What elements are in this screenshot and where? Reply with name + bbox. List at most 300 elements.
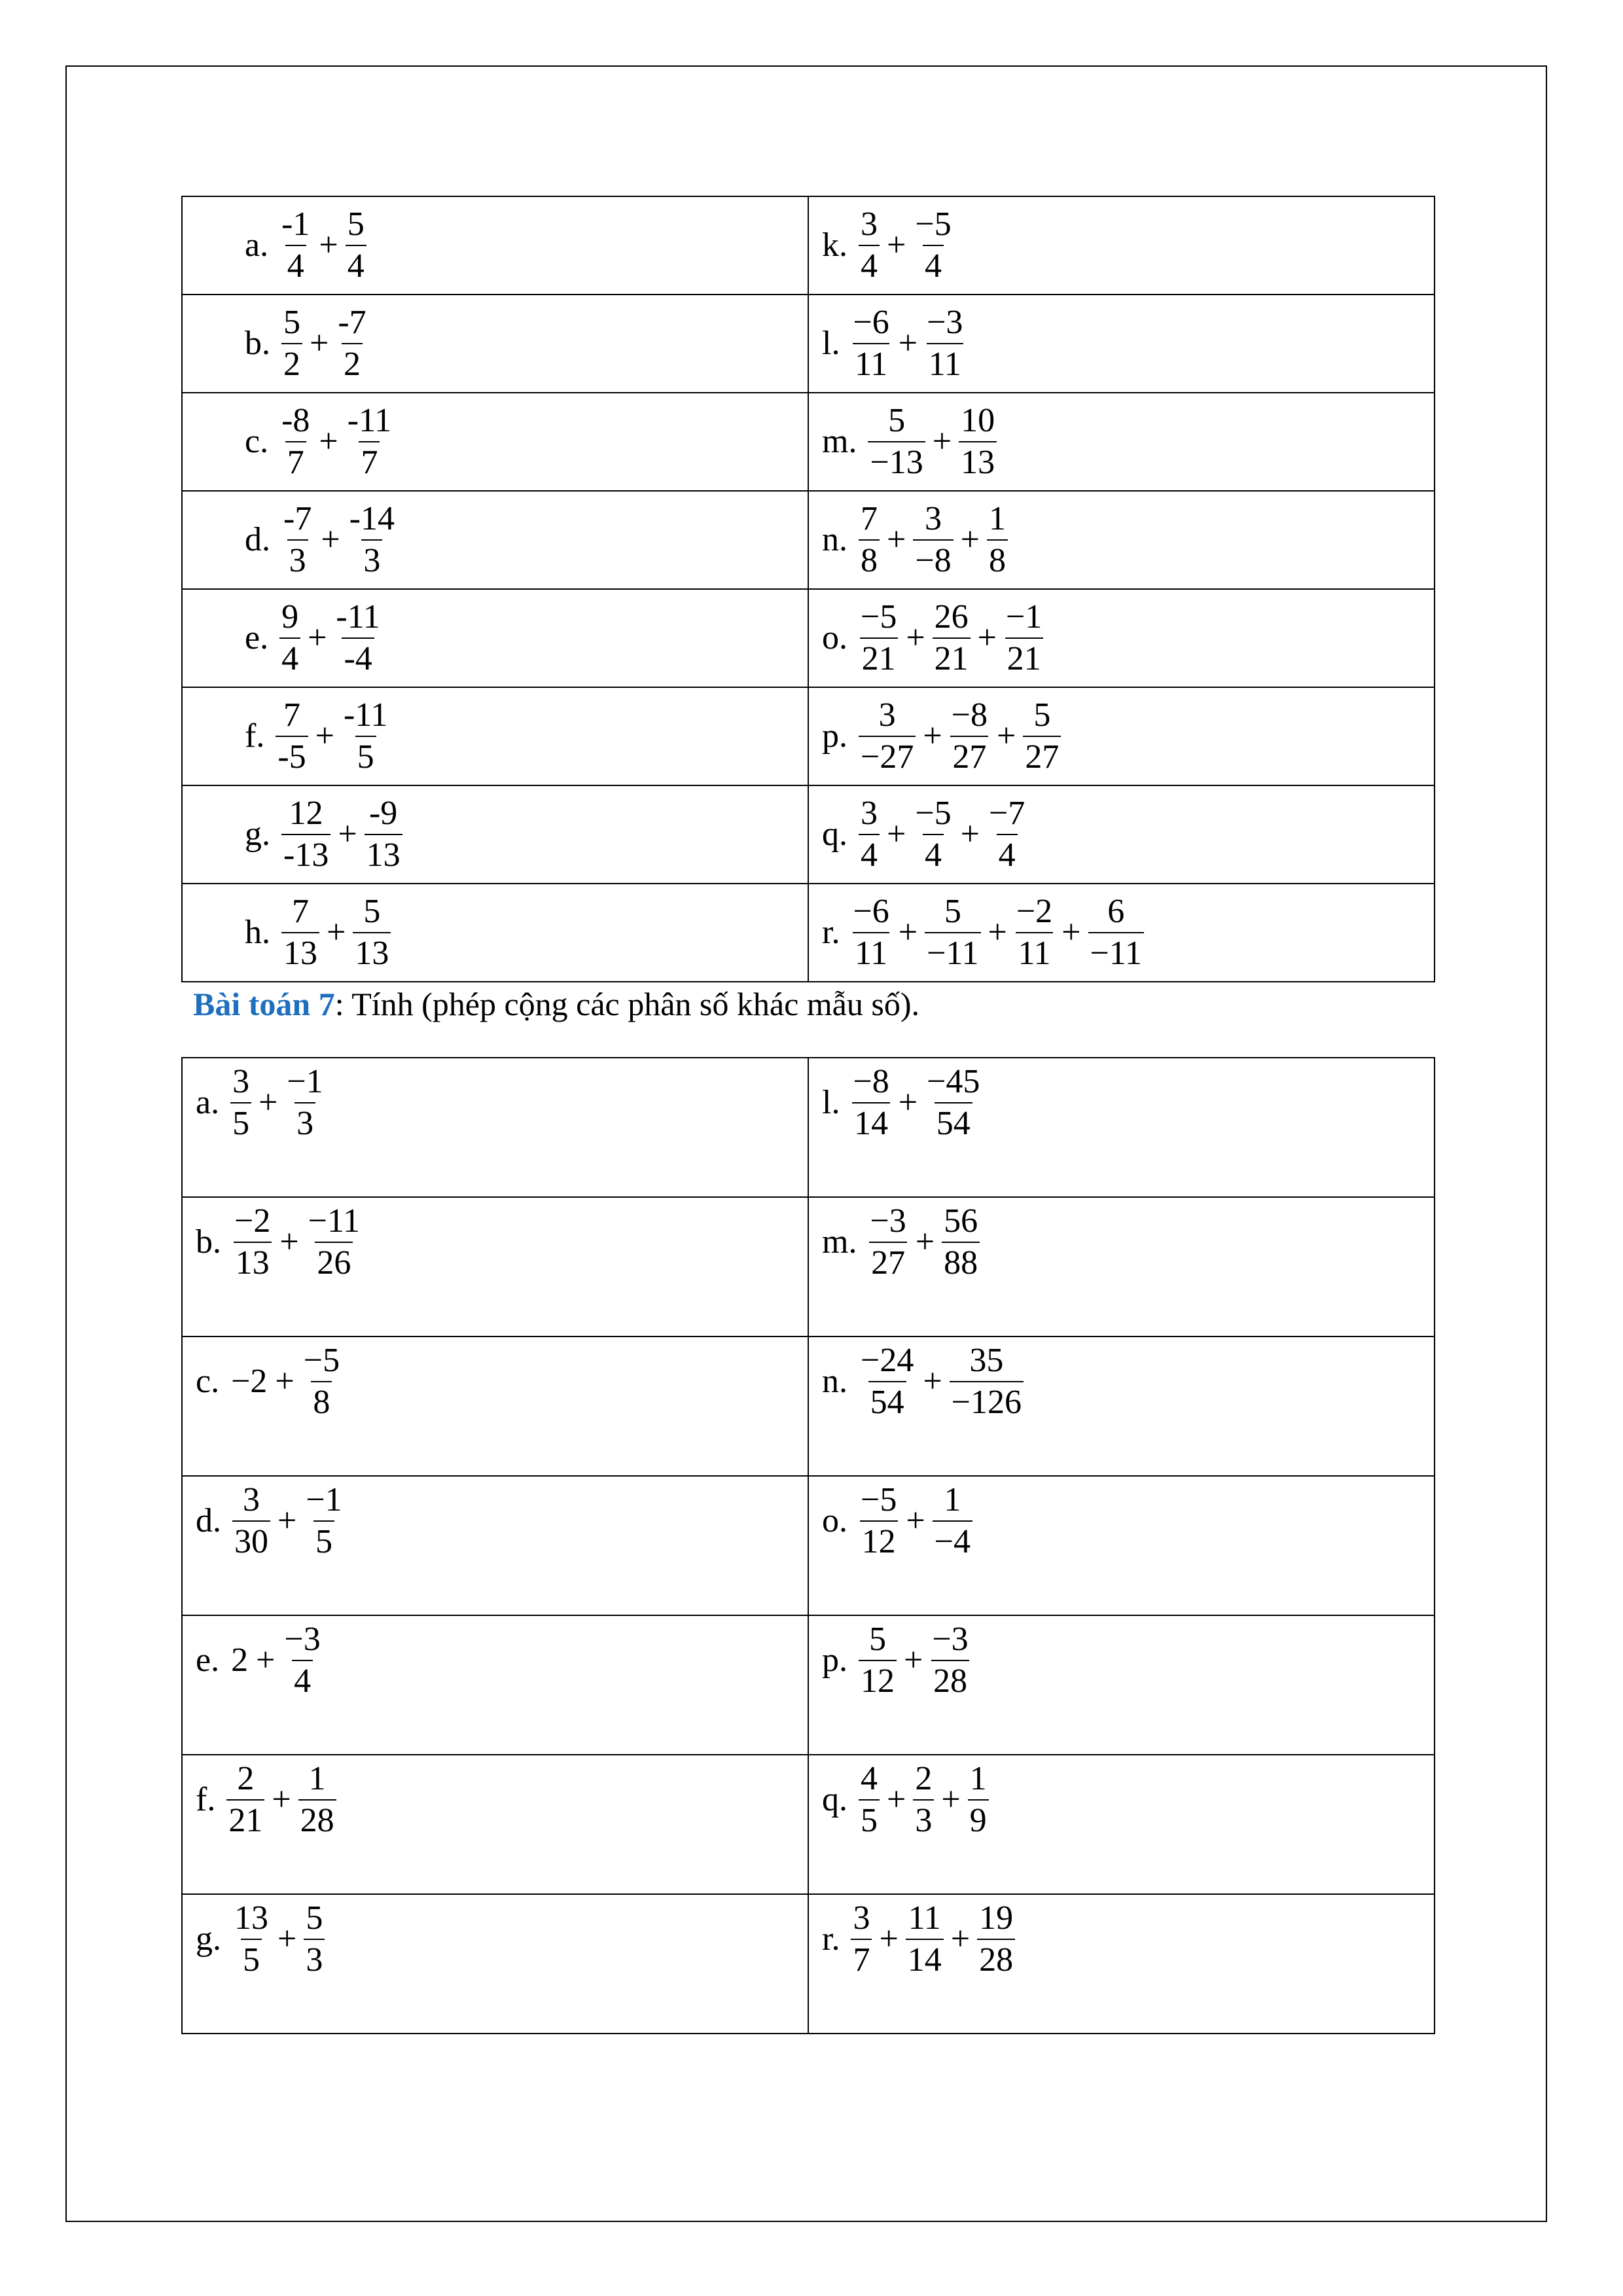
- math-expression: [183, 1344, 808, 1420]
- numerator: −45: [927, 1063, 980, 1100]
- math-expression: [809, 1762, 1434, 1838]
- section-heading: [193, 985, 919, 1023]
- fraction: [232, 1901, 270, 1977]
- denominator: 4: [997, 834, 1018, 872]
- denominator: 3: [287, 539, 308, 578]
- denominator: −11: [925, 932, 980, 971]
- numerator: 1: [308, 1760, 326, 1797]
- numerator: 10: [961, 402, 995, 439]
- numerator: −11: [308, 1202, 361, 1240]
- fraction: [977, 1901, 1015, 1977]
- math-expression: [809, 600, 1434, 676]
- table-row: [182, 1336, 1435, 1476]
- exercise-cell: [808, 785, 1435, 884]
- fraction: [913, 207, 953, 283]
- denominator: 21: [1005, 637, 1043, 676]
- fraction: [859, 1762, 880, 1838]
- numerator: 5: [1033, 696, 1051, 734]
- denominator: 11: [853, 932, 889, 971]
- math-expression: [809, 207, 1434, 283]
- fraction: [285, 1065, 325, 1141]
- exercise-table-different-denominator: [181, 1057, 1435, 2034]
- denominator: 5: [355, 736, 376, 774]
- exercise-cell: [808, 1336, 1435, 1476]
- exercise-label: l.: [822, 325, 840, 362]
- plus-operator: +: [887, 1781, 906, 1818]
- fraction: [950, 1344, 1024, 1420]
- denominator: 13: [353, 932, 391, 971]
- exercise-cell: [182, 589, 808, 687]
- fraction: [851, 306, 891, 382]
- math-expression: [809, 1204, 1434, 1280]
- fraction: [925, 1065, 982, 1141]
- exercise-label: c.: [245, 423, 269, 460]
- exercise-cell: [808, 196, 1435, 295]
- denominator: 13: [234, 1242, 272, 1280]
- denominator: 27: [1023, 736, 1061, 774]
- denominator: 4: [292, 1660, 313, 1698]
- numerator: 3: [232, 1063, 250, 1100]
- numerator: 5: [363, 893, 381, 930]
- plus-operator: +: [996, 717, 1016, 755]
- fraction: [279, 207, 312, 283]
- denominator: 3: [304, 1939, 325, 1977]
- exercise-label: n.: [822, 521, 847, 558]
- denominator: 2: [342, 343, 363, 382]
- numerator: -1: [281, 206, 310, 243]
- math-expression: [183, 698, 808, 774]
- fraction: [1014, 895, 1054, 971]
- exercise-label: l.: [822, 1084, 840, 1121]
- fraction: [925, 895, 980, 971]
- numerator: −6: [853, 304, 889, 341]
- math-expression: [183, 1762, 808, 1838]
- fraction: [302, 1344, 342, 1420]
- fraction: [334, 600, 382, 676]
- exercise-cell: [808, 295, 1435, 393]
- denominator: −13: [868, 441, 925, 480]
- fraction: [930, 1623, 970, 1698]
- math-expression: [183, 306, 808, 382]
- exercise-label: g.: [196, 1920, 221, 1958]
- numerator: −3: [870, 1202, 906, 1240]
- fraction: [279, 404, 312, 480]
- math-expression: [809, 1344, 1434, 1420]
- exercise-label: o.: [822, 1502, 847, 1539]
- denominator: 4: [859, 834, 880, 872]
- fraction: [859, 797, 880, 872]
- math-expression: [809, 1623, 1434, 1698]
- fraction: [987, 797, 1027, 872]
- math-expression: [183, 502, 808, 578]
- integer-term: −2: [231, 1363, 268, 1400]
- denominator: 21: [933, 637, 971, 676]
- numerator: 9: [281, 598, 299, 636]
- numerator: −3: [927, 304, 963, 341]
- exercise-cell: [808, 1894, 1435, 2034]
- denominator: 27: [950, 736, 988, 774]
- exercise-cell: [182, 1476, 808, 1615]
- exercise-label: b.: [196, 1223, 221, 1261]
- math-expression: [809, 895, 1434, 971]
- exercise-label: e.: [196, 1641, 220, 1679]
- exercise-label: g.: [245, 816, 270, 853]
- plus-operator: +: [279, 1223, 299, 1261]
- numerator: 3: [861, 206, 878, 243]
- numerator: −2: [234, 1202, 271, 1240]
- table-row: [182, 1615, 1435, 1755]
- numerator: 5: [306, 1899, 323, 1937]
- fraction: [346, 207, 366, 283]
- exercise-table-body: [182, 196, 1435, 982]
- numerator: 5: [347, 206, 365, 243]
- fraction: [859, 207, 880, 283]
- denominator: 54: [935, 1102, 972, 1141]
- math-expression: [809, 502, 1434, 578]
- exercise-cell: [808, 1476, 1435, 1615]
- denominator: 5: [313, 1520, 334, 1559]
- denominator: 28: [977, 1939, 1015, 1977]
- plus-operator: +: [988, 914, 1007, 951]
- fraction: [279, 600, 300, 676]
- denominator: 4: [923, 245, 944, 283]
- denominator: 14: [852, 1102, 890, 1141]
- numerator: 7: [283, 696, 300, 734]
- denominator: -5: [276, 736, 308, 774]
- numerator: 3: [924, 500, 942, 537]
- plus-operator: +: [932, 423, 952, 460]
- exercise-label: p.: [822, 1641, 847, 1679]
- fraction: [353, 895, 391, 971]
- numerator: 13: [234, 1899, 268, 1937]
- denominator: 12: [859, 1660, 897, 1698]
- numerator: 2: [237, 1760, 255, 1797]
- denominator: 5: [241, 1939, 262, 1977]
- plus-operator: +: [977, 619, 997, 656]
- denominator: 28: [931, 1660, 969, 1698]
- numerator: -7: [338, 304, 366, 341]
- exercise-cell: [182, 1058, 808, 1197]
- numerator: 5: [869, 1621, 886, 1658]
- plus-operator: +: [904, 1641, 923, 1679]
- numerator: 4: [861, 1760, 878, 1797]
- numerator: −5: [861, 598, 897, 636]
- numerator: 35: [969, 1342, 1004, 1379]
- fraction: [987, 502, 1008, 578]
- numerator: 5: [283, 304, 300, 341]
- denominator: −27: [859, 736, 916, 774]
- fraction: [304, 1483, 344, 1559]
- exercise-cell: [182, 687, 808, 785]
- denominator: 8: [859, 539, 880, 578]
- denominator: 9: [968, 1799, 989, 1838]
- exercise-cell: [182, 1755, 808, 1894]
- denominator: −126: [950, 1381, 1024, 1420]
- exercise-label: d.: [245, 521, 270, 558]
- exercise-cell: [808, 1755, 1435, 1894]
- table-row: [182, 1894, 1435, 2034]
- fraction: [851, 1901, 872, 1977]
- exercise-label: m.: [822, 423, 857, 460]
- exercise-label: c.: [196, 1363, 220, 1400]
- denominator: 13: [959, 441, 997, 480]
- numerator: 3: [853, 1899, 870, 1937]
- denominator: 11: [853, 343, 889, 382]
- problem-number: Bài toán 7: [193, 986, 335, 1022]
- table-row: [182, 1755, 1435, 1894]
- numerator: −1: [1005, 598, 1043, 636]
- fraction: [851, 1065, 891, 1141]
- math-expression: [183, 1204, 808, 1280]
- numerator: 7: [292, 893, 309, 930]
- denominator: -4: [342, 637, 374, 676]
- fraction: [859, 698, 916, 774]
- fraction: [232, 1204, 272, 1280]
- fraction: [933, 1483, 972, 1559]
- numerator: 3: [243, 1481, 260, 1518]
- plus-operator: +: [319, 423, 338, 460]
- denominator: 4: [346, 245, 366, 283]
- fraction: [306, 1204, 362, 1280]
- exercise-label: r.: [822, 1920, 840, 1958]
- plus-operator: +: [960, 816, 980, 853]
- integer-term: 2: [231, 1641, 249, 1679]
- exercise-table-body: [182, 1058, 1435, 2034]
- numerator: 5: [944, 893, 961, 930]
- numerator: 11: [908, 1899, 941, 1937]
- denominator: 14: [906, 1939, 944, 1977]
- plus-operator: +: [310, 325, 329, 362]
- fraction: [859, 600, 899, 676]
- plus-operator: +: [879, 1920, 899, 1958]
- numerator: -11: [343, 696, 388, 734]
- denominator: 5: [859, 1799, 880, 1838]
- exercise-label: p.: [822, 717, 847, 755]
- fraction: [859, 1483, 899, 1559]
- denominator: 11: [927, 343, 963, 382]
- fraction: [859, 1623, 897, 1698]
- numerator: 2: [915, 1760, 933, 1797]
- denominator: 8: [311, 1381, 332, 1420]
- denominator: 8: [987, 539, 1008, 578]
- table-row: [182, 393, 1435, 491]
- denominator: 7: [851, 1939, 872, 1977]
- numerator: −7: [988, 795, 1026, 832]
- fraction: [226, 1762, 264, 1838]
- exercise-label: a.: [245, 226, 269, 264]
- fraction: [1088, 895, 1144, 971]
- numerator: 6: [1107, 893, 1125, 930]
- denominator: 27: [869, 1242, 907, 1280]
- fraction: [365, 797, 402, 872]
- plus-operator: +: [338, 816, 357, 853]
- numerator: -11: [347, 402, 392, 439]
- exercise-label: o.: [822, 619, 847, 656]
- plus-operator: +: [259, 1084, 278, 1121]
- plus-operator: +: [315, 717, 334, 755]
- denominator: 13: [365, 834, 402, 872]
- exercise-cell: [182, 1615, 808, 1755]
- table-row: [182, 491, 1435, 589]
- numerator: −6: [853, 893, 889, 930]
- fraction: [281, 306, 302, 382]
- numerator: −5: [861, 1481, 897, 1518]
- denominator: 4: [285, 245, 306, 283]
- denominator: 4: [279, 637, 300, 676]
- fraction: [925, 306, 965, 382]
- denominator: 4: [923, 834, 944, 872]
- numerator: 12: [289, 795, 323, 832]
- denominator: 11: [1016, 932, 1052, 971]
- exercise-cell: [808, 687, 1435, 785]
- plus-operator: +: [941, 1781, 961, 1818]
- numerator: −5: [303, 1342, 340, 1379]
- numerator: 26: [934, 598, 969, 636]
- plus-operator: +: [950, 1920, 971, 1958]
- fraction: [968, 1762, 989, 1838]
- table-row: [182, 1197, 1435, 1336]
- math-expression: [183, 1483, 808, 1559]
- math-expression: [809, 404, 1434, 480]
- math-expression: [183, 404, 808, 480]
- fraction: [859, 1344, 916, 1420]
- fraction: [959, 404, 997, 480]
- table-row: [182, 295, 1435, 393]
- fraction: [868, 404, 925, 480]
- numerator: -8: [281, 402, 310, 439]
- exercise-cell: [808, 393, 1435, 491]
- fraction: [942, 1204, 980, 1280]
- exercise-cell: [182, 785, 808, 884]
- fraction: [1023, 698, 1061, 774]
- exercise-cell: [808, 884, 1435, 982]
- denominator: 3: [913, 1799, 934, 1838]
- denominator: 21: [860, 637, 898, 676]
- table-row: [182, 687, 1435, 785]
- math-expression: [183, 1623, 808, 1698]
- exercise-label: q.: [822, 816, 847, 853]
- numerator: −3: [284, 1621, 321, 1658]
- exercise-label: d.: [196, 1502, 221, 1539]
- numerator: -14: [349, 500, 395, 537]
- math-expression: [183, 895, 808, 971]
- numerator: 7: [861, 500, 878, 537]
- numerator: −2: [1016, 893, 1053, 930]
- fraction: [950, 698, 990, 774]
- table-row: [182, 1476, 1435, 1615]
- exercise-cell: [182, 884, 808, 982]
- numerator: −5: [915, 795, 952, 832]
- fraction: [851, 895, 891, 971]
- numerator: 3: [878, 696, 896, 734]
- denominator: 21: [226, 1799, 264, 1838]
- fraction: [281, 502, 313, 578]
- plus-operator: +: [277, 1502, 297, 1539]
- exercise-cell: [182, 1894, 808, 2034]
- exercise-table-same-denominator: [181, 196, 1435, 982]
- denominator: 30: [232, 1520, 270, 1559]
- exercise-cell: [182, 491, 808, 589]
- exercise-label: e.: [245, 619, 269, 656]
- plus-operator: +: [923, 717, 942, 755]
- exercise-label: q.: [822, 1781, 847, 1818]
- fraction: [282, 1623, 322, 1698]
- math-expression: [183, 797, 808, 872]
- math-expression: [809, 1901, 1434, 1977]
- denominator: 4: [859, 245, 880, 283]
- denominator: 7: [359, 441, 380, 480]
- fraction: [342, 698, 389, 774]
- fraction: [933, 600, 971, 676]
- exercise-cell: [182, 393, 808, 491]
- fraction: [859, 502, 880, 578]
- fraction: [281, 797, 330, 872]
- exercise-label: k.: [822, 226, 847, 264]
- plus-operator: +: [319, 226, 338, 264]
- numerator: 3: [861, 795, 878, 832]
- denominator: 3: [361, 539, 382, 578]
- numerator: 1: [944, 1481, 961, 1518]
- exercise-cell: [808, 1058, 1435, 1197]
- exercise-label: n.: [822, 1363, 847, 1400]
- exercise-cell: [182, 196, 808, 295]
- math-expression: [809, 698, 1434, 774]
- plus-operator: +: [887, 226, 906, 264]
- math-expression: [183, 1065, 808, 1141]
- math-expression: [809, 1065, 1434, 1141]
- numerator: −24: [861, 1342, 914, 1379]
- math-expression: [183, 207, 808, 283]
- fraction: [913, 797, 953, 872]
- plus-operator: +: [887, 816, 906, 853]
- denominator: −11: [1088, 932, 1144, 971]
- plus-operator: +: [898, 1084, 918, 1121]
- numerator: -11: [336, 598, 380, 636]
- plus-operator: +: [321, 521, 340, 558]
- numerator: 1: [969, 1760, 987, 1797]
- table-row: [182, 589, 1435, 687]
- exercise-cell: [808, 589, 1435, 687]
- fraction: [281, 895, 319, 971]
- fraction: [868, 1204, 908, 1280]
- plus-operator: +: [275, 1363, 294, 1400]
- numerator: −3: [932, 1621, 969, 1658]
- table-row: [182, 1058, 1435, 1197]
- exercise-cell: [808, 1197, 1435, 1336]
- plus-operator: +: [277, 1920, 297, 1958]
- denominator: 88: [942, 1242, 980, 1280]
- fraction: [348, 502, 397, 578]
- plus-operator: +: [256, 1641, 276, 1679]
- denominator: 3: [294, 1102, 315, 1141]
- denominator: 7: [285, 441, 306, 480]
- fraction: [913, 502, 953, 578]
- plus-operator: +: [1061, 914, 1081, 951]
- math-expression: [809, 1483, 1434, 1559]
- fraction: [304, 1901, 325, 1977]
- exercise-label: f.: [196, 1781, 216, 1818]
- fraction: [232, 1483, 270, 1559]
- exercise-label: f.: [245, 717, 265, 755]
- denominator: 5: [230, 1102, 251, 1141]
- exercise-cell: [808, 1615, 1435, 1755]
- numerator: 56: [944, 1202, 978, 1240]
- denominator: 12: [860, 1520, 898, 1559]
- denominator: 26: [315, 1242, 353, 1280]
- numerator: −8: [951, 696, 988, 734]
- plus-operator: +: [906, 619, 925, 656]
- exercise-label: r.: [822, 914, 840, 951]
